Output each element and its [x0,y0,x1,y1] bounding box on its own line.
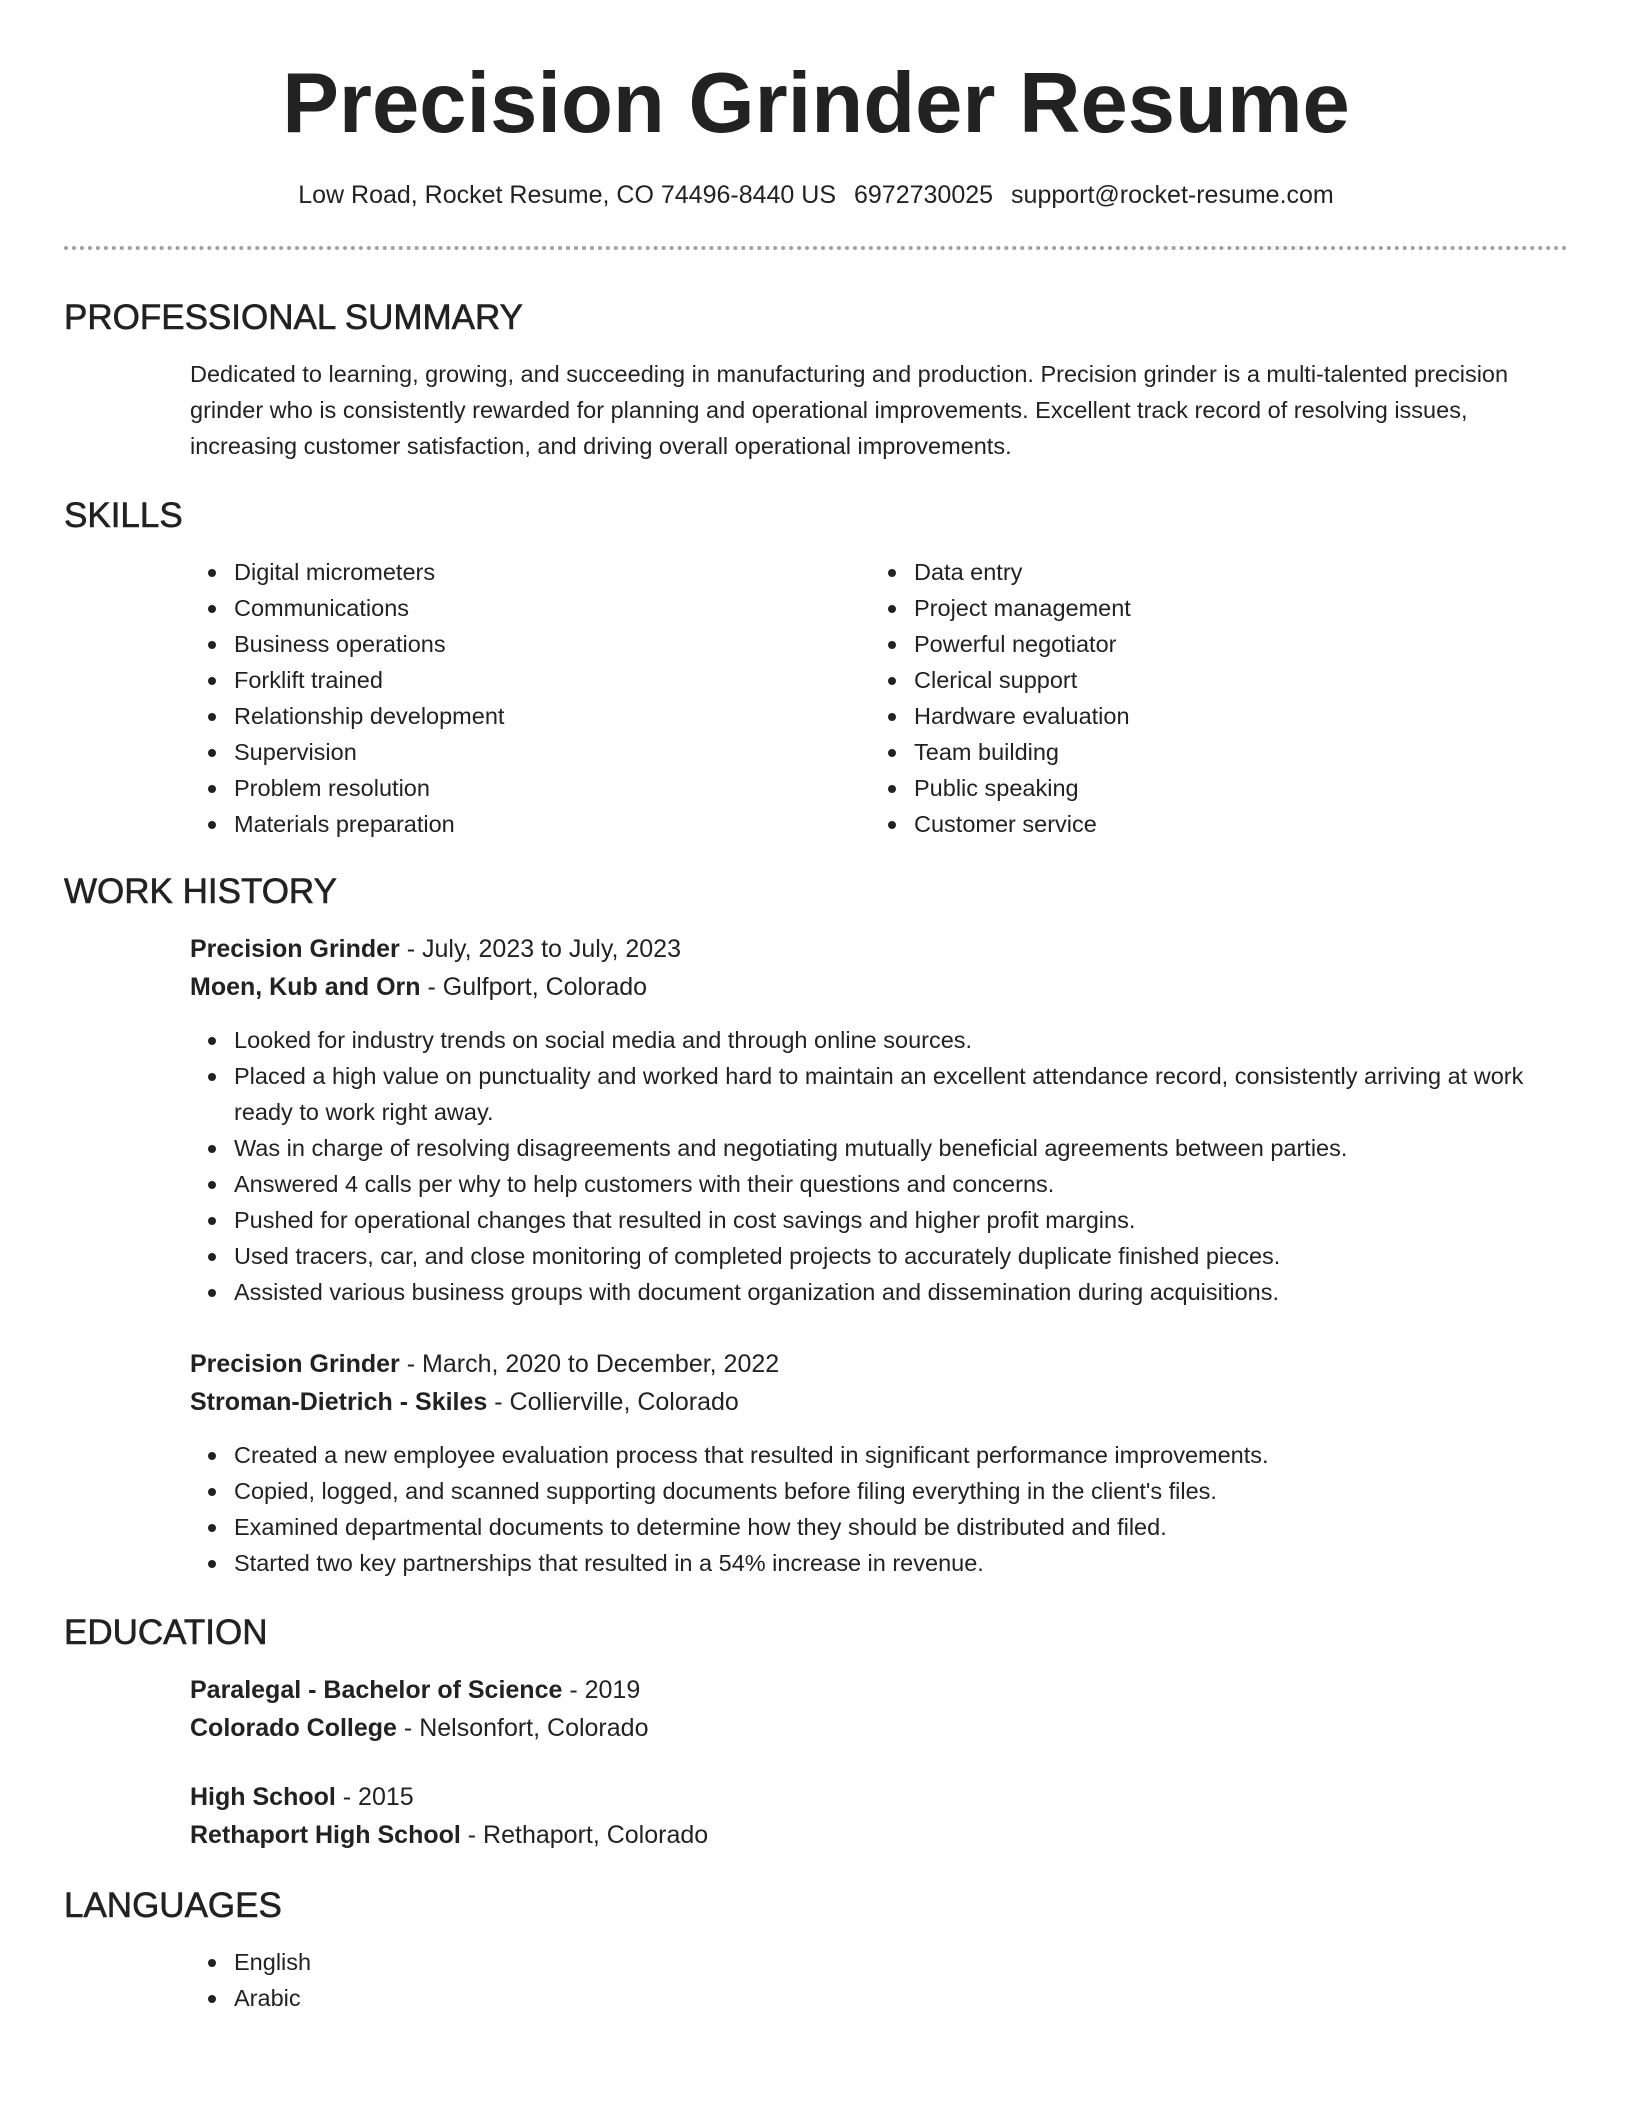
job-bullet: Created a new employee evaluation process that resulted in significant performance improvements. [234,1437,1568,1473]
education-section [64,1611,1568,1854]
job-entry [64,1345,1568,1581]
skill-item: Powerful negotiator [914,626,1550,662]
school-line [190,1709,1568,1747]
education-entry [64,1778,1568,1854]
skill-item: Hardware evaluation [914,698,1550,734]
separator: - [399,935,423,963]
job-title-line [190,1345,1568,1383]
languages-section [64,1884,1568,2016]
contact-line [64,178,1568,212]
job-bullet: Used tracers, car, and close monitoring of completed projects to accurately duplicate finished pieces. [234,1238,1568,1274]
skill-item: Team building [914,734,1550,770]
skill-item: Problem resolution [234,770,870,806]
job-bullet: Was in charge of resolving disagreements and negotiating mutually beneficial agreements between parties. [234,1130,1568,1166]
education-heading: EDUCATION [64,1613,268,1652]
skills-section [64,494,1568,842]
job-bullet: Examined departmental documents to determine how they should be distributed and filed. [234,1509,1568,1545]
job-bullet: Started two key partnerships that resulted in a 54% increase in revenue. [234,1545,1568,1581]
skill-item: Business operations [234,626,870,662]
skills-column-left [190,554,870,842]
school: Colorado College [190,1714,397,1742]
job-title-line [190,930,1568,968]
language-item: Arabic [234,1980,1568,2016]
job-role: Precision Grinder [190,1350,400,1378]
skill-item: Forklift trained [234,662,870,698]
summary-section [64,296,1568,464]
job-company: Stroman-Dietrich - Skiles [190,1388,488,1416]
language-item: English [234,1944,1568,1980]
separator: - [487,1388,510,1416]
skill-item: Public speaking [914,770,1550,806]
skill-item: Relationship development [234,698,870,734]
education-entry [64,1671,1568,1747]
skill-item: Data entry [914,554,1550,590]
skills-column-right [870,554,1550,842]
contact-address: Low Road, Rocket Resume, CO 74496-8440 US [298,181,836,209]
job-company-line [190,968,1568,1006]
skill-item: Materials preparation [234,806,870,842]
separator: - [460,1821,484,1849]
skill-item: Digital micrometers [234,554,870,590]
resume-title: Precision Grinder Resume [282,56,1350,151]
header-divider [64,246,1568,250]
job-company-line [190,1383,1568,1421]
skill-item: Supervision [234,734,870,770]
work-history-section [64,870,1568,1581]
contact-email: support@rocket-resume.com [1011,181,1334,209]
job-bullet: Answered 4 calls per why to help customers with their questions and concerns. [234,1166,1568,1202]
job-company: Moen, Kub and Orn [190,973,421,1001]
skill-item: Project management [914,590,1550,626]
degree: Paralegal - Bachelor of Science [190,1676,563,1704]
job-location: Gulfport, Colorado [442,973,648,1001]
skill-item: Customer service [914,806,1550,842]
job-dates: March, 2020 to December, 2022 [422,1350,780,1378]
degree-line [190,1778,1568,1816]
grad-year: 2019 [584,1676,641,1704]
summary-heading: PROFESSIONAL SUMMARY [64,298,523,337]
contact-phone: 6972730025 [854,181,994,209]
skill-item: Clerical support [914,662,1550,698]
school: Rethaport High School [190,1821,461,1849]
job-bullet: Looked for industry trends on social media and through online sources. [234,1022,1568,1058]
school-location: Rethaport, Colorado [483,1821,709,1849]
separator: - [562,1676,585,1704]
job-location: Collierville, Colorado [509,1388,739,1416]
school-line [190,1816,1568,1854]
job-entry [64,930,1568,1310]
grad-year: 2015 [358,1783,414,1811]
languages-heading: LANGUAGES [64,1886,282,1925]
summary-text: Dedicated to learning, growing, and succeeding in manufacturing and production. Precision grinder is a multi-talented precision grinder who is consistently rewarded for planning and operational improvements. Excellent track record of resolving issues, increasing customer satisfaction, and driving overall operational improvements. [190,361,1509,459]
job-bullet: Pushed for operational changes that resulted in cost savings and higher profit margins. [234,1202,1568,1238]
degree: High School [190,1783,336,1811]
job-bullet: Copied, logged, and scanned supporting documents before filing everything in the client's files. [234,1473,1568,1509]
work-history-heading: WORK HISTORY [64,872,337,911]
school-location: Nelsonfort, Colorado [419,1714,649,1742]
separator: - [396,1714,420,1742]
separator: - [399,1350,423,1378]
separator: - [335,1783,359,1811]
job-dates: July, 2023 to July, 2023 [422,935,681,963]
separator: - [420,973,443,1001]
job-bullet: Assisted various business groups with document organization and dissemination during acquisitions. [234,1274,1568,1310]
skill-item: Communications [234,590,870,626]
skills-heading: SKILLS [64,496,183,535]
job-bullet: Placed a high value on punctuality and worked hard to maintain an excellent attendance record, consistently arriving at work ready to work right away. [234,1058,1568,1130]
degree-line [190,1671,1568,1709]
job-role: Precision Grinder [190,935,400,963]
